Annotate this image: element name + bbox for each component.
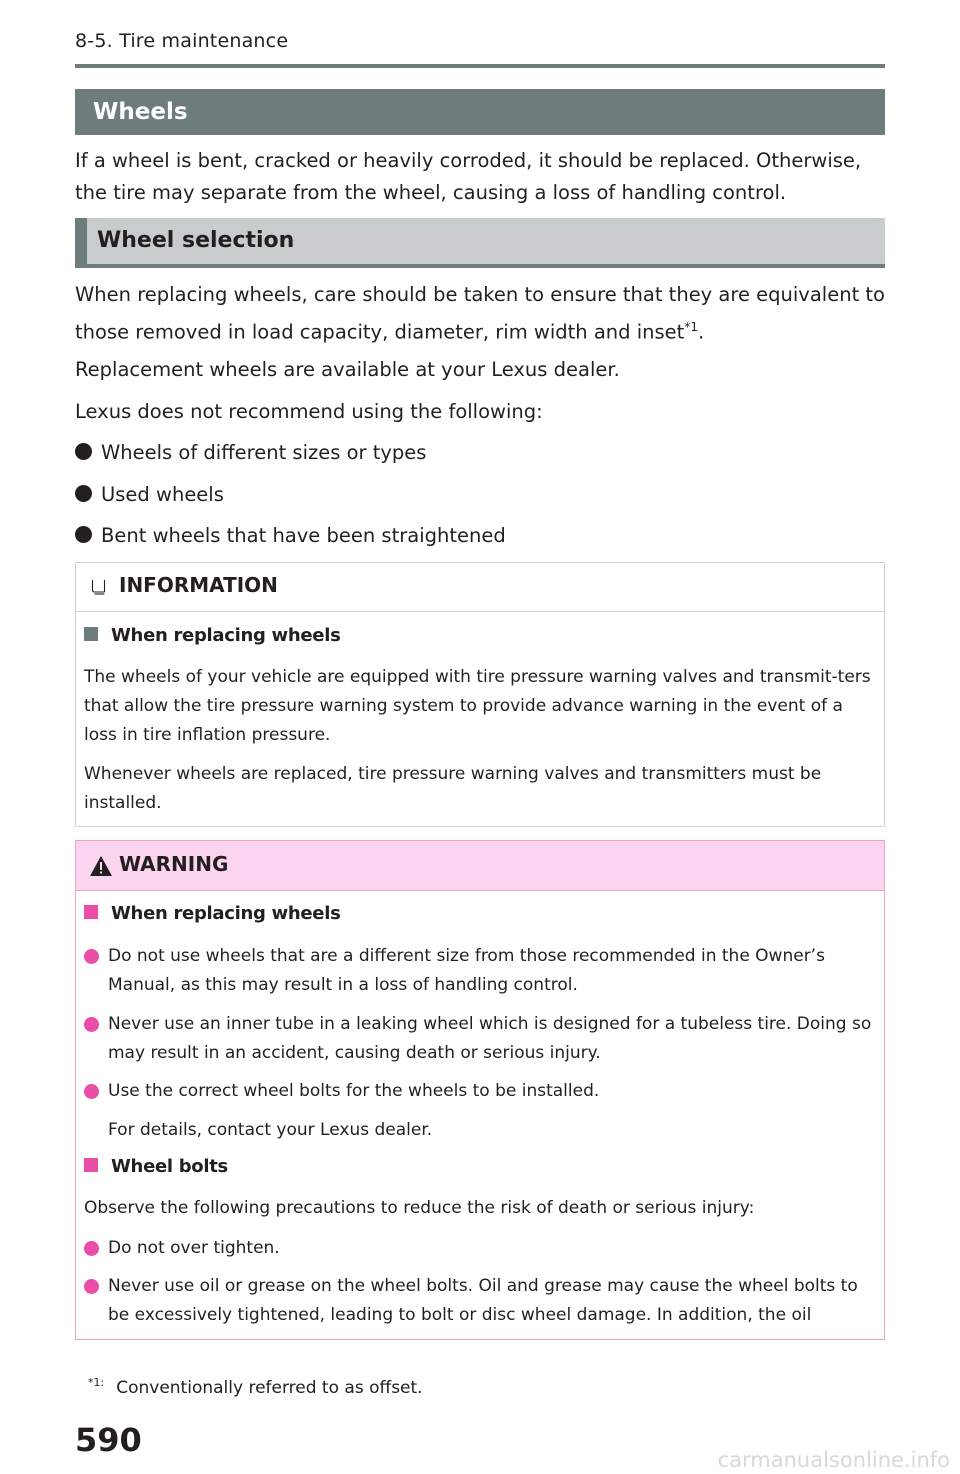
footnote-mark: *1:	[88, 1376, 105, 1389]
warning-subheading: Wheel bolts	[84, 1156, 228, 1177]
warning-title: WARNING	[119, 852, 229, 876]
bullet-icon	[75, 443, 92, 460]
bullet-icon	[84, 1017, 99, 1032]
warning-triangle-icon	[89, 855, 113, 877]
page-number: 590	[75, 1421, 142, 1459]
list-item: Bent wheels that have been straightened	[75, 520, 506, 552]
dealer-paragraph: Replacement wheels are available at your Lexus dealer.	[75, 358, 620, 381]
recommendation-paragraph: Lexus does not recommend using the following:	[75, 400, 543, 423]
wheel-selection-paragraph: When replacing wheels, care should be taken to ensure that they are equivalent to those removed in load capacity, diameter, rim width and inset$^{*1}$.	[75, 283, 885, 344]
footnote: $^{*1:}$ Conventionally referred to as offset.	[88, 1376, 423, 1398]
bullet-icon	[84, 949, 99, 964]
watermark: carmanualsonline.info	[717, 1448, 950, 1472]
information-paragraph: The wheels of your vehicle are equipped with tire pressure warning valves and transmit-ters that allow the tire pressure warning system to provide advance warning in the event of a loss in tire inflation pressure.	[84, 667, 871, 745]
list-item: Wheels of different sizes or types	[75, 437, 426, 469]
bullet-icon	[84, 1241, 99, 1256]
footnote-ref: *1	[684, 320, 698, 334]
square-bullet-icon	[84, 905, 98, 919]
bullet-icon	[84, 1084, 99, 1099]
warning-list-item: Do not use wheels that are a different size from those recommended in the Owner’s Manual, as this may result in a loss of handling control.	[84, 942, 874, 1000]
wheels-paragraph: If a wheel is bent, cracked or heavily corroded, it should be replaced. Otherwise, the tire may separate from the wheel, causing a loss of handling control.	[75, 149, 862, 204]
information-header	[76, 563, 884, 612]
wheels-heading: Wheels	[75, 89, 885, 135]
square-bullet-icon	[84, 1158, 98, 1172]
warning-paragraph: Observe the following precautions to reduce the risk of death or serious injury:	[84, 1198, 755, 1218]
warning-header	[76, 841, 884, 891]
section-header: 8-5. Tire maintenance	[75, 30, 289, 52]
wheel-selection-heading: Wheel selection	[75, 218, 885, 268]
warning-list-item: Use the correct wheel bolts for the wheels to be installed.	[84, 1077, 874, 1106]
bullet-icon	[75, 526, 92, 543]
information-box	[75, 562, 885, 827]
header-rule	[75, 64, 885, 68]
warning-list-item: Never use oil or grease on the wheel bolts. Oil and grease may cause the wheel bolts to be excessively tightened, leading to bolt or disc wheel damage. In addition, the oil	[84, 1272, 874, 1330]
note-icon	[91, 579, 106, 595]
warning-note: For details, contact your Lexus dealer.	[108, 1120, 433, 1140]
warning-list-item: Do not over tighten.	[84, 1234, 874, 1263]
warning-subheading: When replacing wheels	[84, 903, 341, 924]
warning-list-item: Never use an inner tube in a leaking wheel which is designed for a tubeless tire. Doing so may result in an accident, causing death or serious injury.	[84, 1010, 874, 1068]
list-item: Used wheels	[75, 479, 224, 511]
square-bullet-icon	[84, 627, 98, 641]
bullet-icon	[75, 485, 92, 502]
bullet-icon	[84, 1279, 99, 1294]
information-subheading: When replacing wheels	[84, 625, 341, 646]
information-title: INFORMATION	[119, 573, 278, 597]
information-paragraph: Whenever wheels are replaced, tire pressure warning valves and transmitters must be installed.	[84, 764, 822, 813]
warning-box	[75, 840, 885, 1340]
